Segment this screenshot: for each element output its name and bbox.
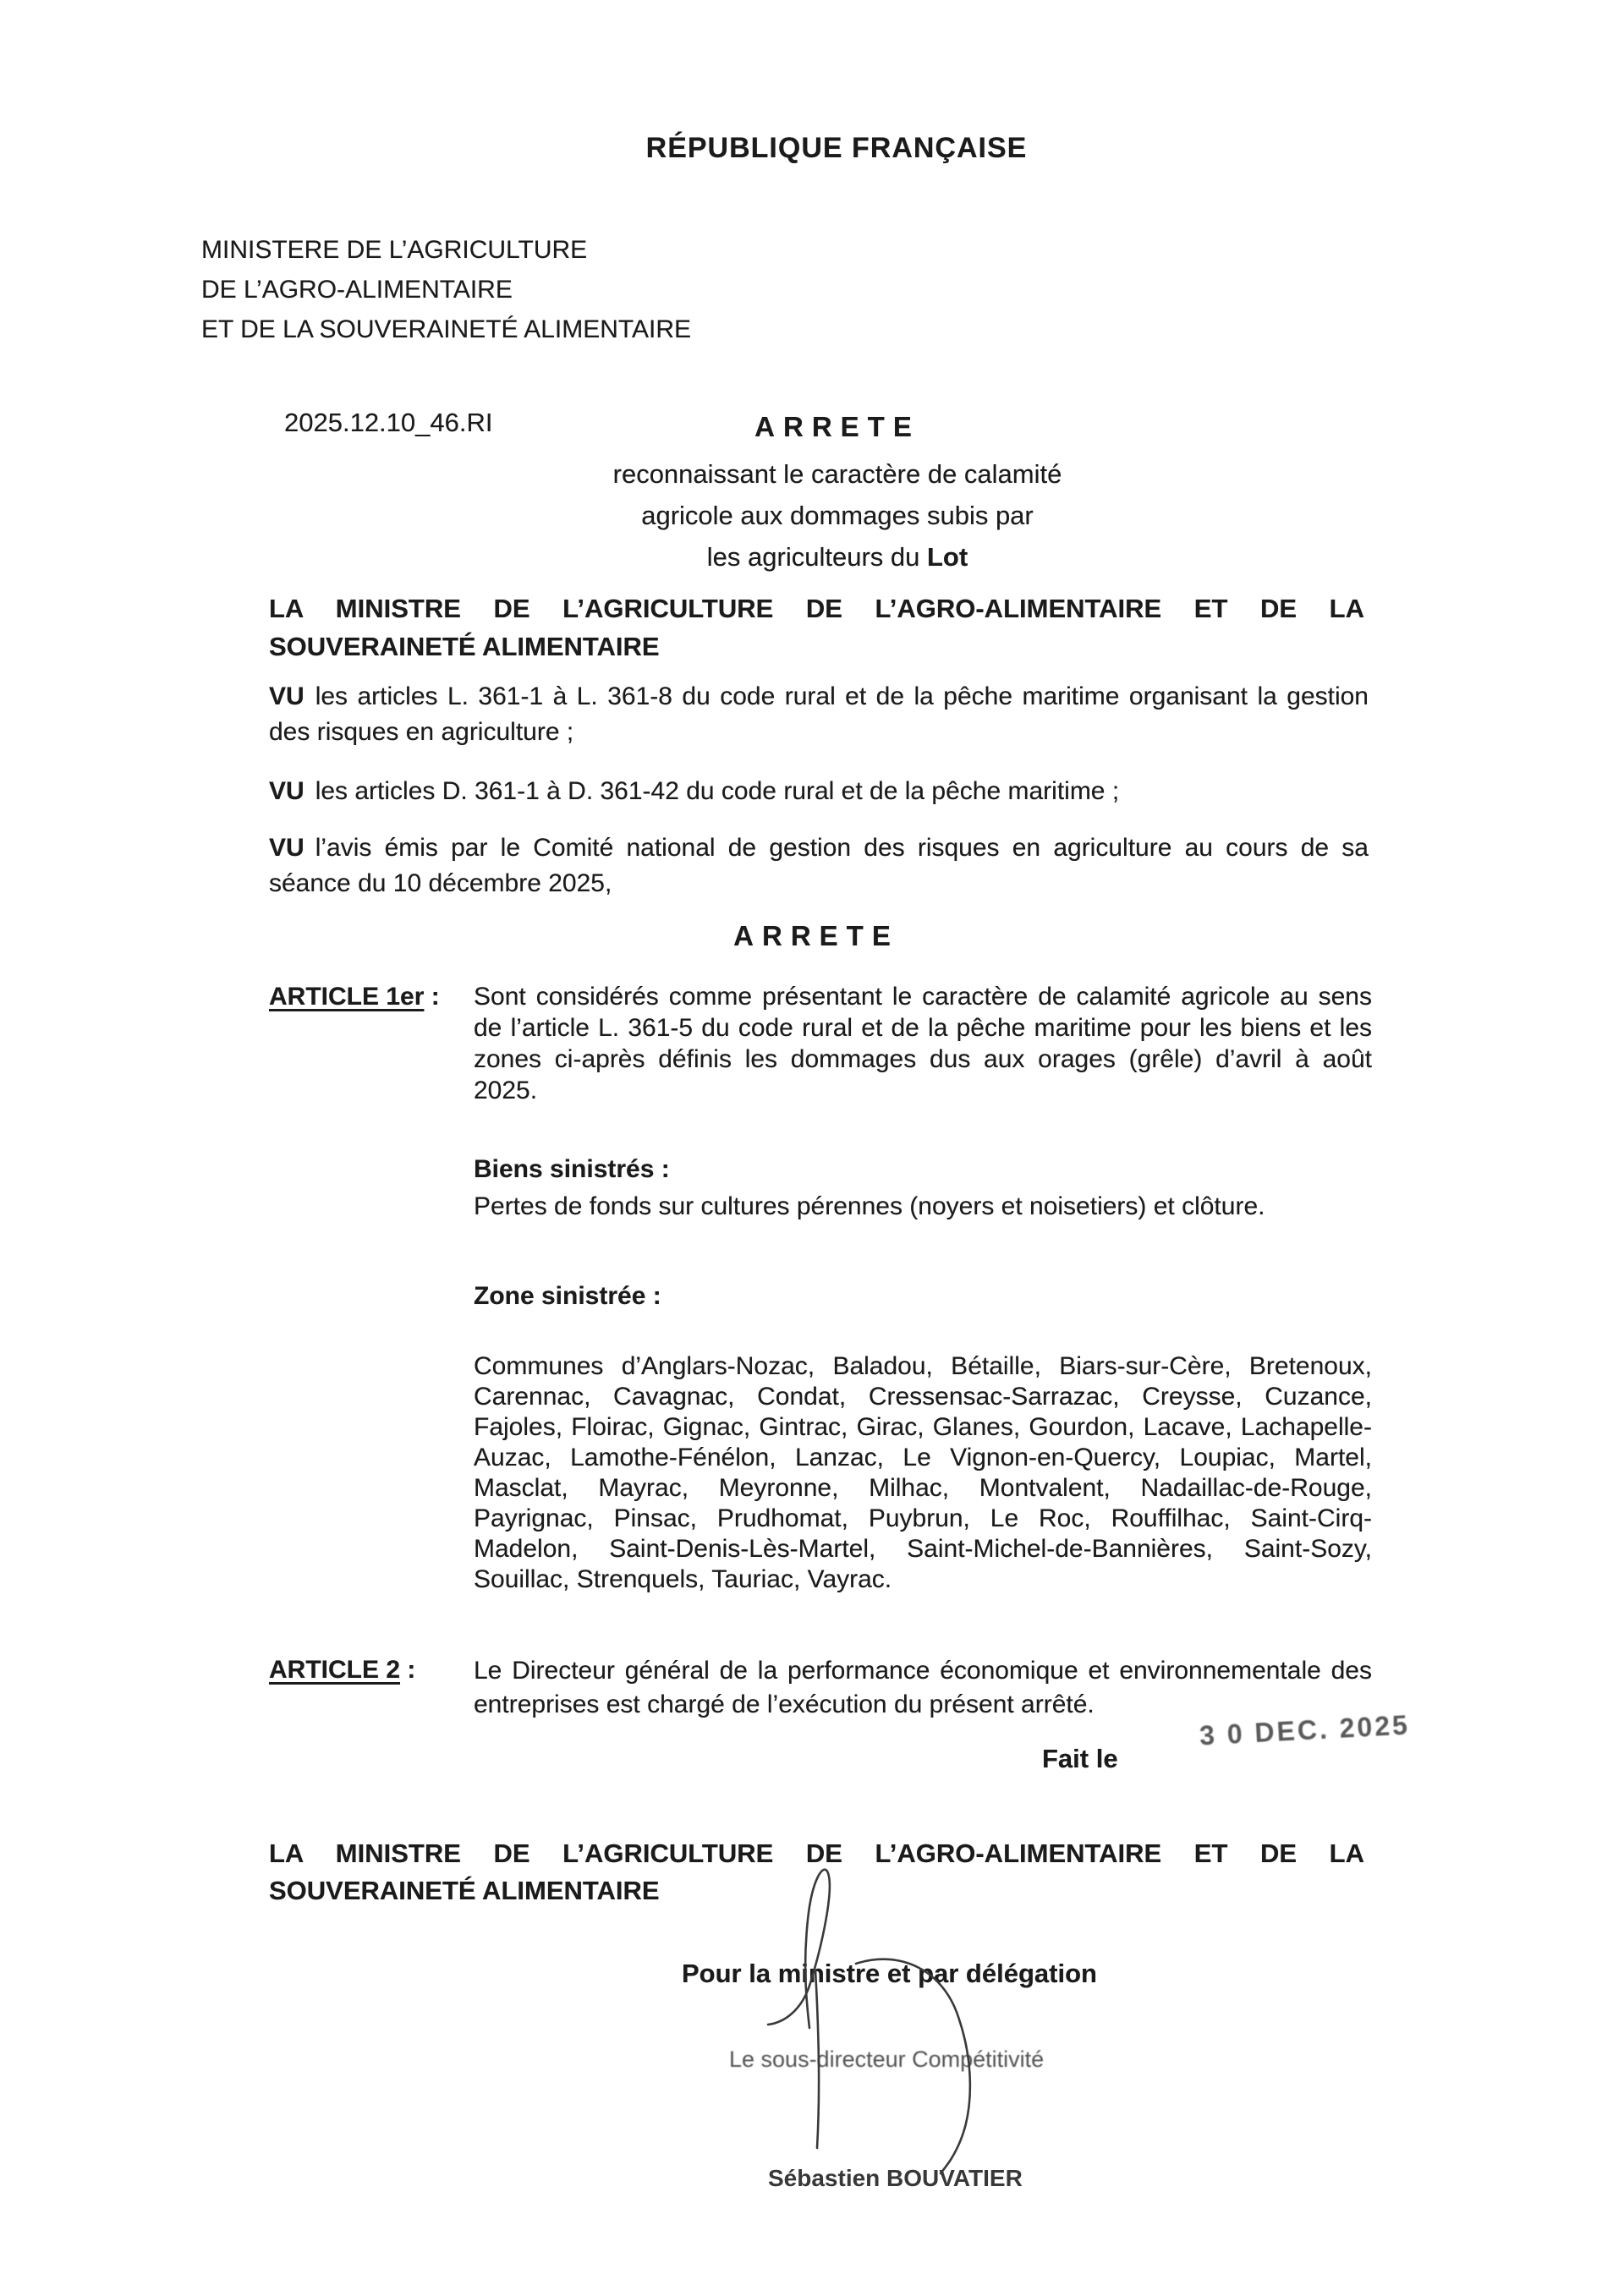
signature [726, 1854, 988, 2192]
article-1-label-text: ARTICLE 1er [269, 983, 425, 1011]
authority-line-2: SOUVERAINETÉ ALIMENTAIRE [269, 632, 660, 661]
article-1-body: Sont considérés comme présentant le caractère de calamité agricole au sens de l’article L. 361-5 du code rural et de la pêche maritime pour les biens et les zones ci-après définis les dommages dus aux orages (grêle) d’avril à août 2025. [474, 983, 1372, 1104]
ministry-line-2: DE L’AGRO-ALIMENTAIRE [201, 276, 513, 304]
damaged-goods-text: Pertes de fonds sur cultures pérennes (noyers et noisetiers) et clôture. [474, 1192, 1265, 1220]
communes-list: Communes d’Anglars-Nozac, Baladou, Bétaille, Biars-sur-Cère, Bretenoux, Carennac, Cavagnac, Condat, Cressensac-Sarrazac, Creysse, Cuzance, Fajoles, Floirac, Gignac, Gintrac, Girac, Glanes, Gourdon, Lacave, Lachapelle-Auzac, Lamothe-Fénélon, Lanzac, Le Vignon-en-Quercy, Loupiac, Martel, Masclat, Mayrac, Meyronne, Milhac, Montvalent, Nadaillac-de-Rouge, Payrignac, Pinsac, Prudhomat, Puybrun, Le Roc, Rouffilhac, Saint-Cirq-Madelon, Saint-Denis-Lès-Martel, Saint-Michel-de-Bannières, Saint-Sozy, Souillac, Strenquels, Tauriac, Vayrac. [474, 1352, 1372, 1593]
authority-bottom-line-2: SOUVERAINETÉ ALIMENTAIRE [269, 1876, 660, 1905]
enacting-heading: ARRETE [733, 920, 899, 951]
department-name: Lot [926, 542, 968, 572]
authority-line-1: LA MINISTRE DE L’AGRICULTURE DE L’AGRO-ALIMENTAIRE ET DE LA [269, 594, 1364, 623]
title-block [558, 411, 1116, 578]
title-subtitle-2: agricole aux dommages subis par [641, 501, 1034, 530]
visa-3-text: l’avis émis par le Comité national de gestion des risques en agriculture au cours de sa séance du 10 décembre 2025, [269, 834, 1369, 897]
authority-bottom-line-1: LA MINISTRE DE L’AGRICULTURE DE L’AGRO-ALIMENTAIRE ET DE LA [269, 1838, 1364, 1868]
article-2-label-colon: : [400, 1656, 416, 1684]
article-2-label-text: ARTICLE 2 [269, 1656, 401, 1684]
ministry-line-1: MINISTERE DE L’AGRICULTURE [201, 236, 588, 264]
signature-stroke [815, 1970, 819, 2148]
republic-title: RÉPUBLIQUE FRANÇAISE [645, 132, 1028, 164]
article-1-label [269, 983, 440, 1011]
ministry-line-3: ET DE LA SOUVERAINETÉ ALIMENTAIRE [201, 315, 692, 343]
fait-le-label: Fait le [1042, 1744, 1118, 1773]
damaged-zone-label: Zone sinistrée : [474, 1282, 661, 1310]
visa-2 [269, 774, 1369, 809]
delegation-line: Pour la ministre et par délégation [682, 1959, 1097, 1988]
visa-3-label: VU [269, 834, 304, 862]
title-subtitle-3 [558, 536, 1116, 578]
damaged-goods-label: Biens sinistrés : [474, 1155, 670, 1183]
article-1-label-colon: : [424, 983, 440, 1011]
authority-heading-top [269, 589, 1364, 666]
signature-stroke [768, 1870, 830, 2028]
visa-2-text: les articles D. 361-1 à D. 361-42 du code rural et de la pêche maritime ; [315, 777, 1120, 805]
date-stamp: 3 0 DEC. 2025 [1199, 1709, 1411, 1751]
signature-stroke [856, 1959, 970, 2173]
article-2-body: Le Directeur général de la performance économique et environnementale des entreprises est chargé de l’exécution du présent arrêté. [474, 1657, 1372, 1718]
visa-2-label: VU [269, 777, 304, 805]
visa-1-label: VU [269, 682, 304, 710]
ministry-block [201, 230, 844, 349]
signatory-name: Sébastien BOUVATIER [768, 2165, 1023, 2191]
visa-1 [269, 679, 1369, 750]
signatory-title: Le sous-directeur Compétitivité [729, 2047, 1045, 2072]
article-2-label [269, 1656, 415, 1685]
arrete-heading: ARRETE [754, 411, 920, 442]
reference-number: 2025.12.10_46.RI [284, 408, 493, 437]
title-subtitle-3-text: les agriculteurs du [706, 542, 927, 572]
visa-1-text: les articles L. 361-1 à L. 361-8 du code rural et de la pêche maritime organisant la gestion des risques en agriculture ; [269, 682, 1369, 746]
title-subtitle-1: reconnaissant le caractère de calamité [612, 459, 1062, 489]
visa-3 [269, 830, 1369, 901]
